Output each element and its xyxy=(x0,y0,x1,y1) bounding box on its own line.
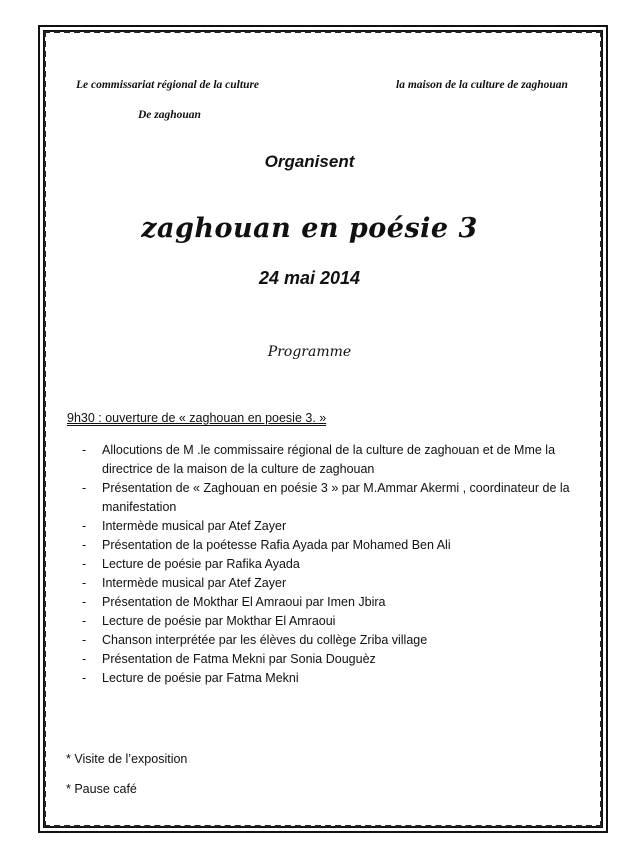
programme-list xyxy=(82,441,582,688)
programme-heading: Programme xyxy=(267,344,352,360)
list-item: - Lecture de poésie par Fatma Mekni xyxy=(82,669,582,688)
organizer-left-line1: Le commissariat régional de la culture xyxy=(76,79,260,91)
exposition-note: * Visite de l’exposition xyxy=(66,752,188,766)
list-item: - Allocutions de M .le commissaire régional de la culture de zaghouan et de Mme la directrice de la maison de la culture de zaghouan xyxy=(82,441,582,479)
list-item: - Intermède musical par Atef Zayer xyxy=(82,574,582,593)
list-item: - Présentation de Mokthar El Amraoui par Imen Jbira xyxy=(82,593,582,612)
list-item: - Lecture de poésie par Rafika Ayada xyxy=(82,555,582,574)
list-item: - Chanson interprétée par les élèves du collège Zriba village xyxy=(82,631,582,650)
list-item: - Présentation de la poétesse Rafia Ayada par Mohamed Ben Ali xyxy=(82,536,582,555)
pause-note: * Pause café xyxy=(66,782,137,796)
event-title: zaghouan en poésie 3 xyxy=(141,213,478,244)
list-item: - Intermède musical par Atef Zayer xyxy=(82,517,582,536)
list-item: - Lecture de poésie par Mokthar El Amraoui xyxy=(82,612,582,631)
opening-line: 9h30 : ouverture de « zaghouan en poesie 3. » xyxy=(67,411,327,425)
organisent-heading: Organisent xyxy=(264,152,355,171)
organizer-left-line2: De zaghouan xyxy=(138,109,201,121)
decorative-border-inner xyxy=(44,31,602,827)
organizer-left xyxy=(76,70,306,130)
list-item: - Présentation de « Zaghouan en poésie 3 » par M.Ammar Akermi , coordinateur de la manifestation xyxy=(82,479,582,517)
event-date: 24 mai 2014 xyxy=(258,268,361,288)
organizer-right: la maison de la culture de zaghouan xyxy=(396,79,568,91)
list-item: - Présentation de Fatma Mekni par Sonia Douguèz xyxy=(82,650,582,669)
